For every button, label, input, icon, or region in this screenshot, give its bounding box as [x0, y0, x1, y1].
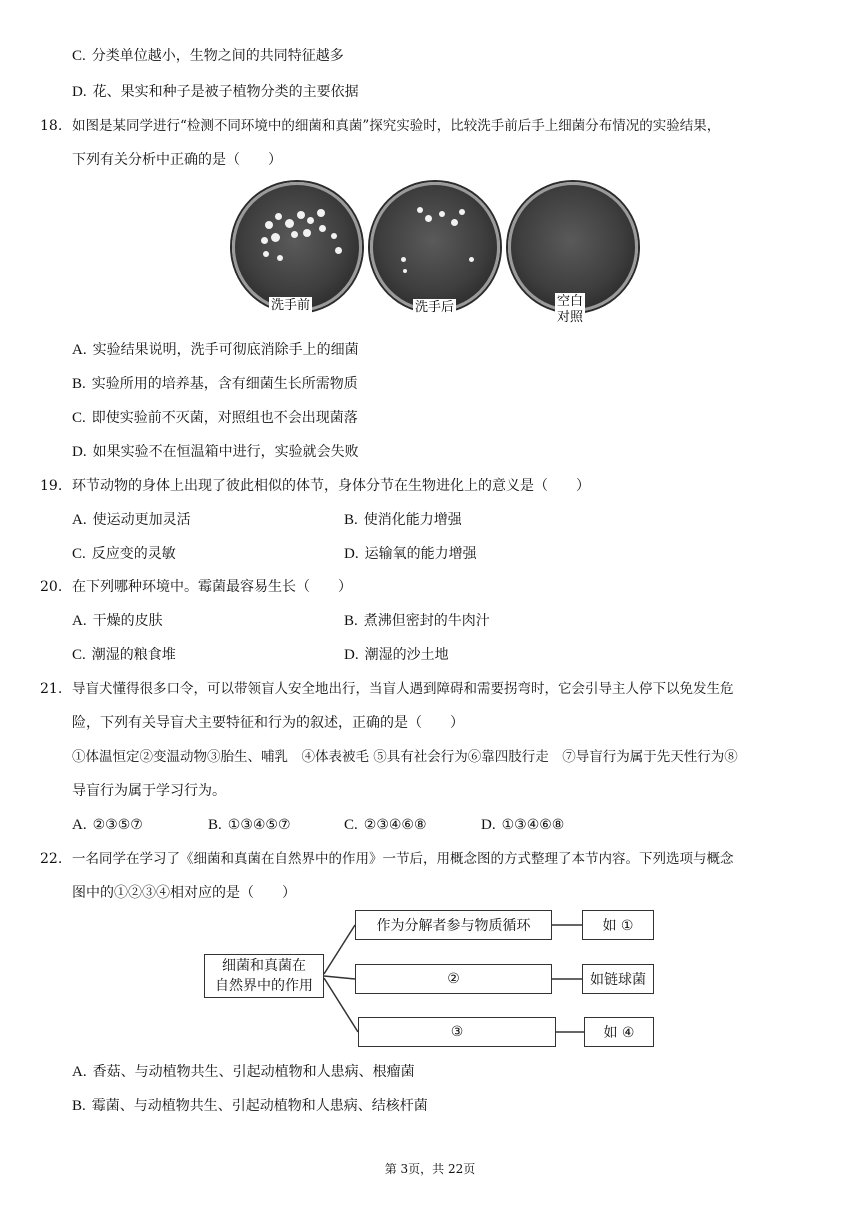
- q20-option-b: B. 煮沸但密封的牛肉汁: [344, 613, 490, 629]
- q20-option-c: C. 潮湿的粮食堆: [72, 647, 176, 663]
- q19-option-c: C. 反应变的灵敏: [72, 546, 176, 562]
- q20-option-d: D. 潮湿的沙土地: [344, 647, 449, 663]
- q19-option-b: B. 使消化能力增强: [344, 512, 462, 528]
- colony: [261, 237, 268, 244]
- q19-option-d: D. 运输氧的能力增强: [344, 546, 477, 562]
- colony: [285, 219, 294, 228]
- colony: [403, 269, 407, 273]
- concept-mid-box-3: ③: [358, 1017, 556, 1047]
- connector-line: [324, 925, 355, 974]
- colony: [319, 225, 326, 232]
- colony: [307, 217, 314, 224]
- colony: [303, 229, 311, 237]
- colony: [297, 211, 305, 219]
- q21-option-b: B. ①③④⑤⑦: [208, 817, 291, 833]
- colony: [277, 255, 283, 261]
- q19-number: 19.: [40, 478, 63, 494]
- q22-option-b: B. 霉菌、与动植物共生、引起动植物和人患病、结核杆菌: [72, 1098, 428, 1114]
- colony: [425, 215, 432, 222]
- q18-option-a: A. 实验结果说明，洗手可彻底消除手上的细菌: [72, 342, 359, 358]
- colony: [469, 257, 474, 262]
- colony: [271, 233, 280, 242]
- connector-line: [324, 976, 355, 979]
- q22-option-a: A. 香菇、与动植物共生、引起动植物和人患病、根瘤菌: [72, 1064, 415, 1080]
- colony: [263, 251, 269, 257]
- q22-number: 22.: [40, 851, 63, 867]
- q18-stem-line1: 如图是某同学进行“检测不同环境中的细菌和真菌”探究实验时，比较洗手前后手上细菌分布情况的实验结果，: [72, 118, 721, 134]
- dish-label-after: 洗手后: [415, 300, 455, 315]
- colony: [317, 209, 325, 217]
- q20-stem: 在下列哪种环境中。霉菌最容易生长（ ）: [72, 579, 352, 595]
- q21-stem-line1: 导盲犬懂得很多口令，可以带领盲人安全地出行，当盲人遇到障碍和需要拐弯时，它会引导主人停下以免发生危: [72, 681, 734, 697]
- colony: [335, 247, 342, 254]
- dish-label-control: 空白 对照: [557, 294, 584, 325]
- colony: [417, 207, 423, 213]
- colony: [451, 219, 458, 226]
- q18-number: 18.: [40, 118, 63, 134]
- q18-option-d: D. 如果实验不在恒温箱中进行，实验就会失败: [72, 444, 359, 460]
- q21-stem-line3: ①体温恒定②变温动物③胎生、哺乳 ④体表被毛 ⑤具有社会行为⑥靠四肢行走 ⑦导盲行为属于先天性行为⑧: [72, 749, 738, 765]
- q20-number: 20.: [40, 579, 63, 595]
- petri-dish-after: [370, 182, 500, 315]
- colony: [291, 231, 298, 238]
- q21-stem-line4: 导盲行为属于学习行为。: [72, 783, 226, 799]
- concept-right-box-1: 如 ①: [582, 910, 654, 940]
- q17-option-d: D. 花、果实和种子是被子植物分类的主要依据: [72, 84, 359, 100]
- concept-right-box-2: 如链球菌: [582, 964, 654, 994]
- concept-mid-box-1: 作为分解者参与物质循环: [355, 910, 552, 940]
- concept-mid-box-2: ②: [355, 964, 552, 994]
- q19-stem: 环节动物的身体上出现了彼此相似的体节，身体分节在生物进化上的意义是（ ）: [72, 478, 590, 494]
- q17-option-c: C. 分类单位越小，生物之间的共同特征越多: [72, 48, 344, 64]
- q21-option-a: A. ②③⑤⑦: [72, 817, 143, 833]
- petri-dish-figure: [226, 178, 636, 338]
- q21-option-d: D. ①③④⑥⑧: [481, 817, 565, 833]
- q22-stem-line1: 一名同学在学习了《细菌和真菌在自然界中的作用》一节后，用概念图的方式整理了本节内容。下列选项与概念: [72, 851, 734, 867]
- colony: [265, 221, 273, 229]
- colony: [439, 211, 445, 217]
- q20-option-a: A. 干燥的皮肤: [72, 613, 163, 629]
- q18-option-c: C. 即使实验前不灭菌，对照组也不会出现菌落: [72, 410, 358, 426]
- concept-root-box: 细菌和真菌在 自然界中的作用: [204, 954, 324, 998]
- petri-dish-before: [232, 182, 362, 312]
- q22-stem-line2: 图中的①②③④相对应的是（ ）: [72, 885, 296, 901]
- petri-dish-control: [508, 182, 638, 325]
- concept-right-box-3: 如 ④: [584, 1017, 654, 1047]
- q21-number: 21.: [40, 681, 63, 697]
- page-footer: 第 3页，共 22页: [384, 1162, 476, 1176]
- colony: [331, 233, 337, 239]
- dish-label-before: 洗手前: [271, 298, 311, 313]
- q21-option-c: C. ②③④⑥⑧: [344, 817, 427, 833]
- q21-stem-line2: 险，下列有关导盲犬主要特征和行为的叙述，正确的是（ ）: [72, 715, 464, 731]
- colony: [459, 209, 465, 215]
- colony: [275, 213, 282, 220]
- q18-option-b: B. 实验所用的培养基，含有细菌生长所需物质: [72, 376, 358, 392]
- colony: [401, 257, 406, 262]
- q19-option-a: A. 使运动更加灵活: [72, 512, 191, 528]
- connector-line: [324, 978, 358, 1032]
- q18-stem-line2: 下列有关分析中正确的是（ ）: [72, 152, 282, 168]
